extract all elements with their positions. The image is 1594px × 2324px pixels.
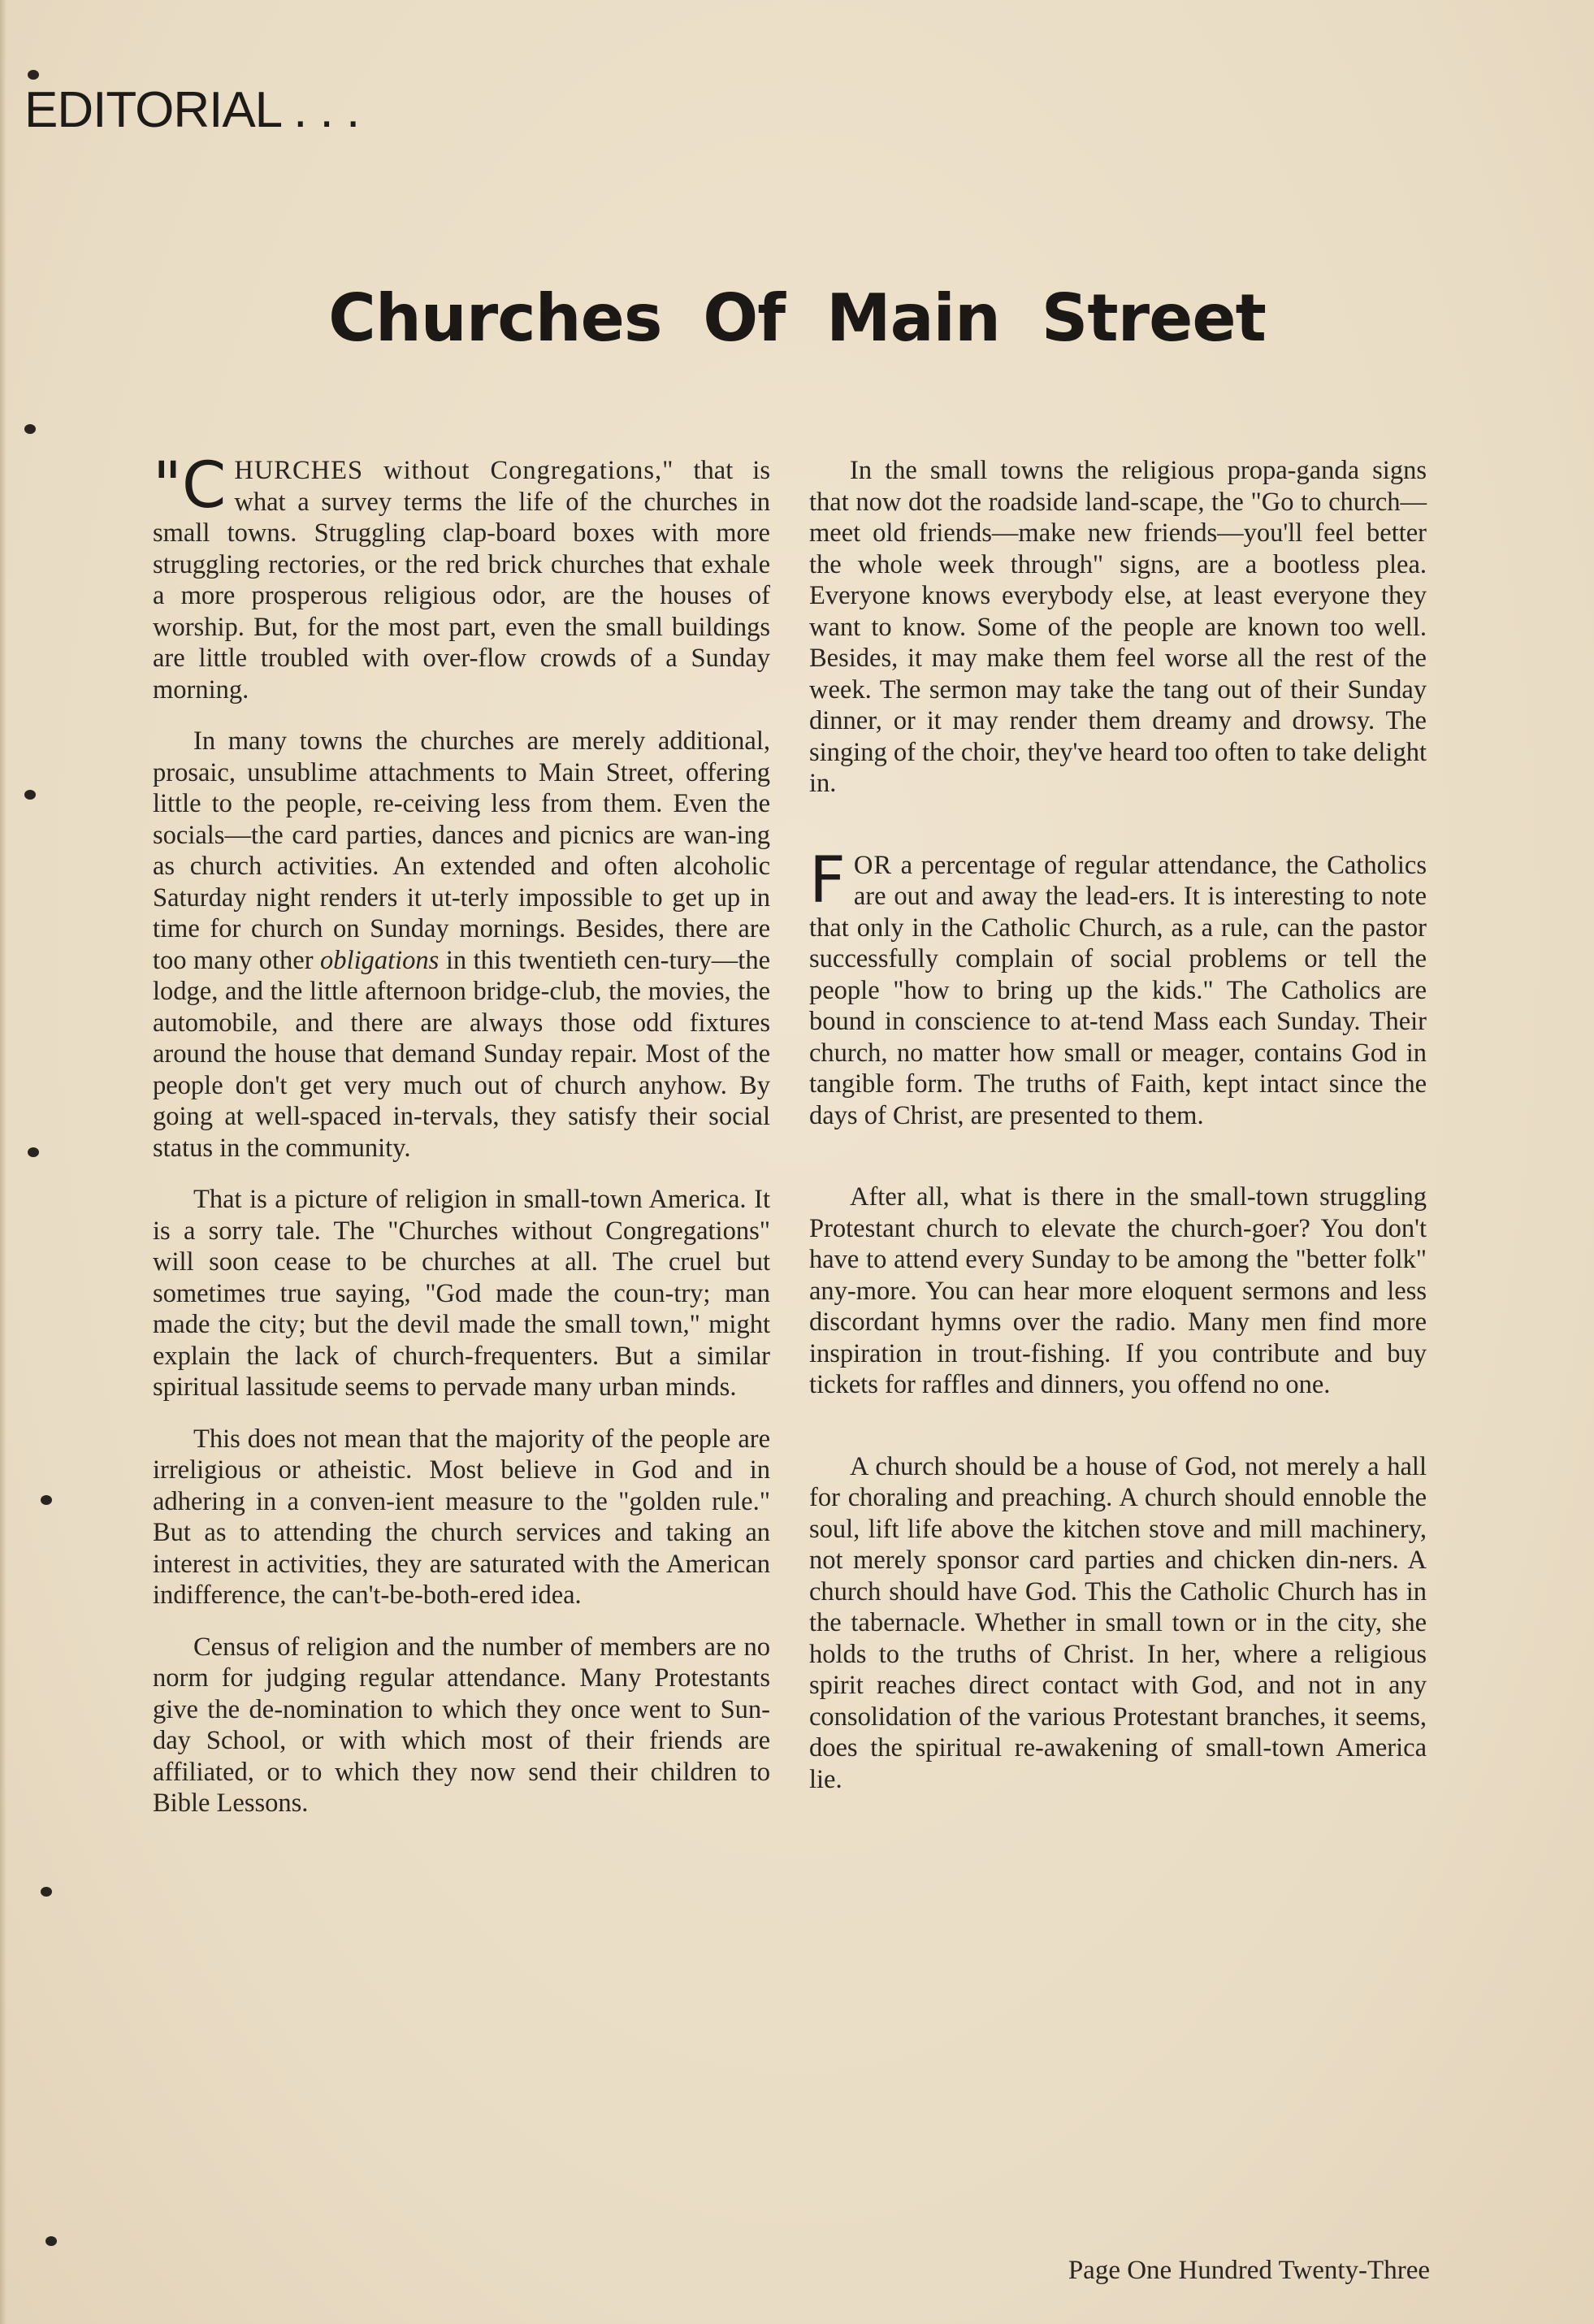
paragraph-text: that is what a survey terms the life of the churches in small towns. Struggling clap-board boxes with more struggling rectories, or the red brick churches that exhale a more prosperous religious odor, are the houses of worship. But, for the most part, even the small buildings are little troubled with over-flow crowds of a Sunday morning. <box>153 456 770 705</box>
binding-hole <box>45 2236 57 2246</box>
binding-hole <box>24 790 36 800</box>
paragraph: That is a picture of religion in small-town America. It is a sorry tale. The "Churches without Congregations" will soon cease to be churches at all. The cruel but sometimes true saying, "God made the coun-try; man made the city; but the devil made the small town," might explain the lack of church-frequenters. But a similar spiritual lassitude seems to pervade many urban minds. <box>153 1185 770 1402</box>
right-column <box>809 455 1427 1815</box>
paragraph-text: in this twentieth cen-tury—the lodge, and the little afternoon bridge-club, the movies, the automobile, and there are always those odd fixtures around the house that demand Sunday repair. Most of the people don't get very much out of church anyhow. By going at well-spaced in-tervals, they satisfy their social status in the community. <box>153 945 771 1163</box>
section-header: EDITORIAL . . . <box>24 82 360 138</box>
paragraph-text: In many towns the churches are merely additional, prosaic, unsublime attachments to Main Street, offering little to the people, re-ceiving less from them. Even the socials—the card parties, dances and picnics are wan-ing as church activities. An extended and often alcoholic Saturday night renders it ut-terly impossible to get up in time for church on Sunday mornings. Besides, there are too many other <box>153 726 770 975</box>
binding-hole <box>24 424 36 434</box>
paragraph <box>153 449 770 705</box>
article-title: Churches Of Main Street <box>328 280 1266 356</box>
paragraph: Census of religion and the number of members are no norm for judging regular attendance. Many Protestants give the de-nomination to which they once went to Sun-day School, or with which most of their friends are affiliated, or to which they now send their children to Bible Lessons. <box>153 1632 770 1818</box>
paragraph: After all, what is there in the small-town struggling Protestant church to elevate the church-goer? You don't have to attend every Sunday to be among the "better folk" any-more. You can hear more eloquent sermons and less discordant hymns over the radio. Many men find more inspiration in trout-fishing. If you contribute and buy tickets for raffles and dinners, you offend no one. <box>809 1182 1427 1399</box>
paragraph <box>809 843 1427 1132</box>
binding-hole <box>41 1495 52 1505</box>
left-column <box>153 449 771 1840</box>
binding-hole <box>41 1887 52 1897</box>
paragraph: This does not mean that the majority of the people are irreligious or atheistic. Most believe in God and in adhering in a conven-ient measure to the "golden rule." But as to attending the church services and taking an interest in activities, they are saturated with the American indifference, the can't-be-both-ered idea. <box>153 1424 770 1610</box>
paragraph: A church should be a house of God, not merely a hall for choraling and preaching. A church should ennoble the soul, lift life above the kitchen stove and mill machinery, not merely sponsor card parties and chicken din-ners. A church should have God. This the Catholic Church has in the tabernacle. Whether in small town or in the city, she holds to the truths of Christ. In her, where a religious spirit reaches direct contact with God, and not in any consolidation of the various Protestant branches, it seems, does the spiritual re-awakening of small-town America lie. <box>809 1451 1427 1794</box>
paragraph-text: a percentage of regular attendance, the Catholics are out and away the lead-ers. It is interesting to note that only in the Catholic Church, as a rule, can the pastor successfully complain of social problems or tell the people "how to bring up the kids." The Catholics are bound in conscience to at-tend Mass each Sunday. Their church, no matter how small or meager, contains God in tangible form. The truths of Faith, kept intact since the days of Christ, are presented to them. <box>809 850 1427 1130</box>
lead-in: HURCHES without Congregations," <box>234 456 674 485</box>
drop-cap: F <box>809 843 846 917</box>
drop-cap: "C <box>153 449 227 522</box>
page-number: Page One Hundred Twenty-Three <box>1068 2256 1430 2285</box>
binding-hole <box>28 1147 39 1157</box>
paragraph: In the small towns the religious propa-ganda signs that now dot the roadside land-scape, the "Go to church—meet old friends—make new friends—you'll feel better the whole week through" signs, are a bootless plea. Everyone knows everybody else, at least everyone they want to know. Some of the people are known too well. Besides, it may make them feel worse all the rest of the week. The sermon may take the tang out of their Sunday dinner, or it may render them dreamy and drowsy. The singing of the choir, they've heard too often to take delight in. <box>809 456 1427 798</box>
lead-in: OR <box>853 850 893 880</box>
emphasis-text: obligations <box>320 945 440 975</box>
paragraph <box>153 726 770 1164</box>
binding-hole <box>28 70 39 80</box>
